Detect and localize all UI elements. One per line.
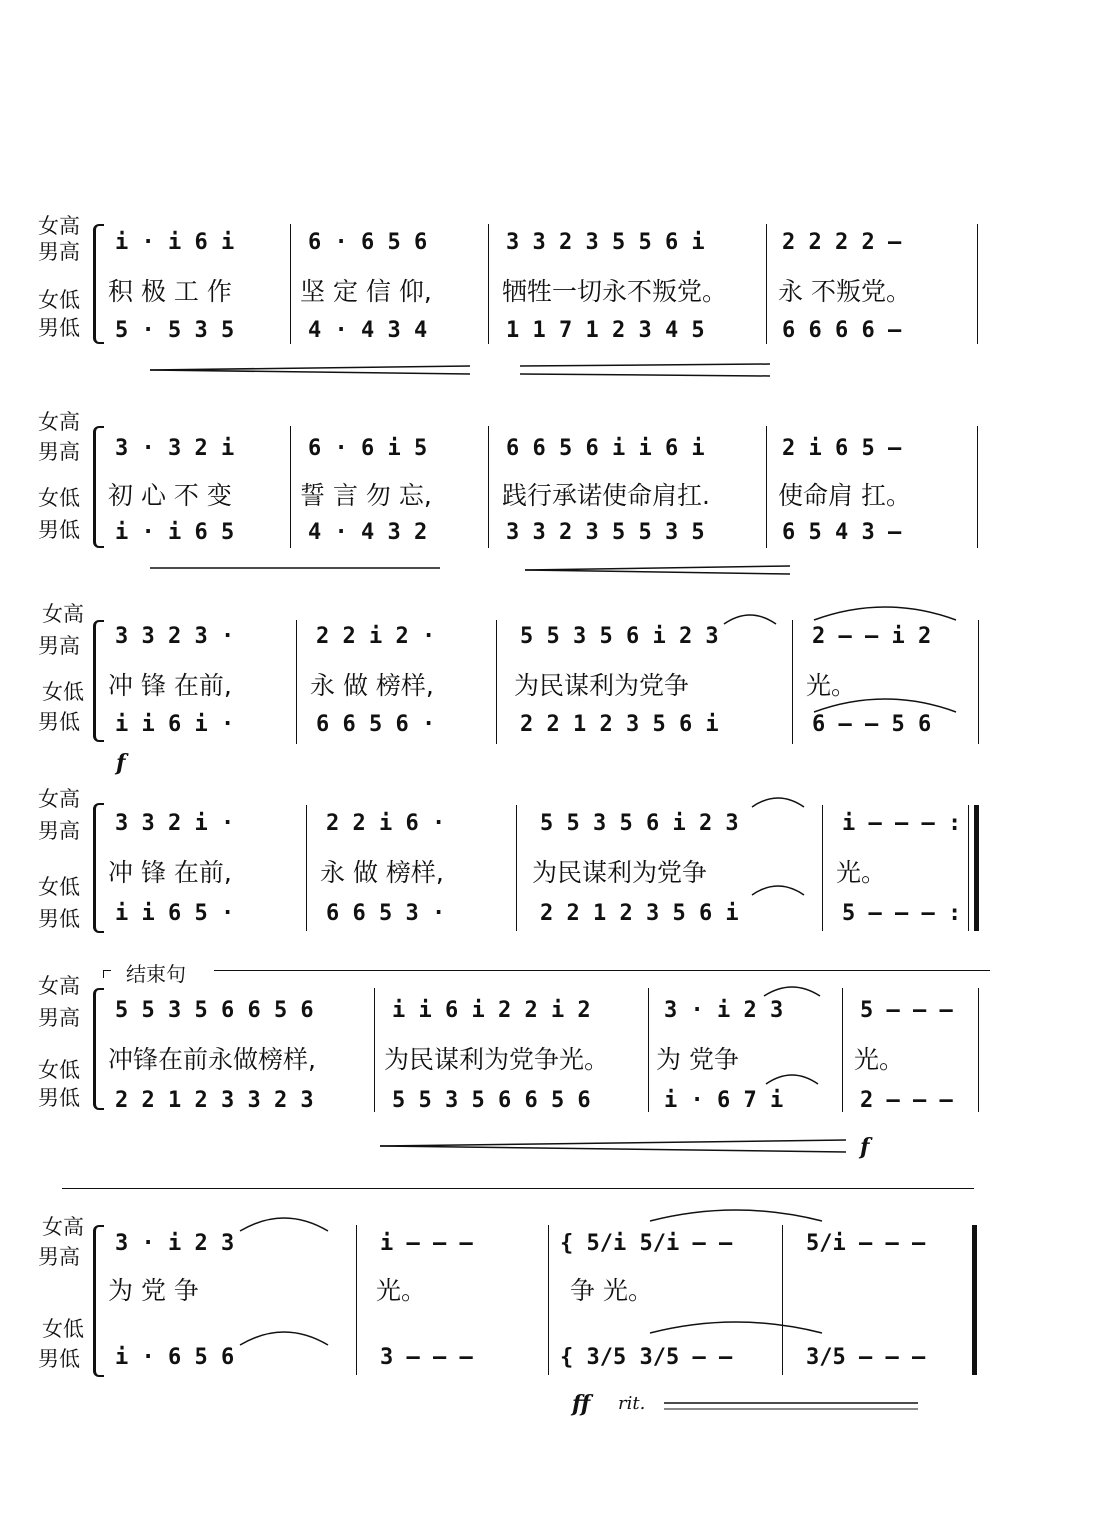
- lower-notes-row: [0, 520, 1100, 550]
- measure-notes: i · 6 5 6: [115, 1345, 235, 1370]
- measure-notes: 2 2 i 6 ·: [326, 811, 446, 836]
- voice-label-soprano: 女高: [38, 214, 80, 238]
- measure-notes: 5 – – –: [860, 998, 953, 1023]
- voice-label-alto: 女低: [38, 875, 80, 899]
- lower-notes-row: [0, 1345, 1100, 1375]
- ending-bracket-tick: [103, 970, 104, 978]
- voice-label-soprano: 女高: [38, 974, 80, 998]
- crescendo-hairpin: [150, 360, 780, 380]
- voice-label-tenor: 男高: [38, 634, 80, 658]
- measure-notes: 3 – – –: [380, 1345, 473, 1370]
- tie-arc: [720, 608, 780, 628]
- measure-lyrics: 永 做 榜样,: [320, 858, 444, 887]
- tie-arc: [748, 879, 808, 899]
- measure-notes: 4 · 4 3 4: [308, 318, 428, 343]
- measure-notes: 5 5 3 5 6 i 2 3: [520, 624, 719, 649]
- measure-notes: 6 6 6 6 –: [782, 318, 902, 343]
- measure-notes: 3 3 2 i ·: [115, 811, 235, 836]
- measure-notes: i · i 6 i: [115, 230, 235, 255]
- dynamic-fortissimo: ff: [572, 1391, 591, 1417]
- measure-notes: i i 6 5 ·: [115, 901, 235, 926]
- measure-lyrics: 光。: [376, 1276, 427, 1305]
- measure-notes: 6 5 4 3 –: [782, 520, 902, 545]
- measure-lyrics: 争 光。: [570, 1276, 653, 1305]
- measure-lyrics: 誓 言 勿 忘,: [300, 481, 432, 510]
- measure-lyrics: 冲锋在前永做榜样,: [108, 1045, 316, 1074]
- measure-notes: 2 2 2 2 –: [782, 230, 902, 255]
- measure-notes: 3 3 2 3 5 5 6 i: [506, 230, 705, 255]
- lower-notes-row: [0, 901, 1100, 931]
- lyrics-row: [0, 853, 1100, 887]
- measure-notes: 3 3 2 3 5 5 3 5: [506, 520, 705, 545]
- voice-label-tenor: 男高: [38, 440, 80, 464]
- lower-notes-row: [0, 712, 1100, 742]
- voice-label-soprano: 女高: [38, 410, 80, 434]
- measure-notes: i · i 6 5: [115, 520, 235, 545]
- voice-label-alto: 女低: [42, 1317, 84, 1341]
- lyrics-row: [0, 1040, 1100, 1074]
- tie-arc: [236, 1325, 332, 1349]
- measure-lyrics: 坚 定 信 仰,: [300, 277, 432, 306]
- measure-notes: 6 6 5 3 ·: [326, 901, 446, 926]
- measure-notes: 5/i – – –: [806, 1231, 926, 1256]
- upper-notes-row: [0, 1231, 1100, 1261]
- upper-notes-row: [0, 230, 1100, 260]
- tie-arc: [646, 1317, 826, 1337]
- measure-notes: 1 1 7 1 2 3 4 5: [506, 318, 705, 343]
- voice-label-alto: 女低: [38, 1058, 80, 1082]
- upper-notes-row: [0, 998, 1100, 1028]
- measure-lyrics: 使命肩 扛。: [778, 481, 911, 510]
- measure-notes: 2 i 6 5 –: [782, 436, 902, 461]
- measure-lyrics: 永 不叛党。: [778, 277, 911, 306]
- lower-notes-row: [0, 1088, 1100, 1118]
- measure-lyrics: 光。: [854, 1045, 905, 1074]
- measure-lyrics: 永 做 榜样,: [310, 671, 434, 700]
- measure-notes: i – – – :: [842, 811, 962, 836]
- voice-label-bass: 男低: [38, 1347, 80, 1371]
- measure-lyrics: 冲 锋 在前,: [108, 858, 232, 887]
- dynamic-forte: f: [116, 750, 126, 776]
- voice-label-bass: 男低: [38, 710, 80, 734]
- slur-arc: [810, 692, 960, 716]
- measure-notes: 3 · i 2 3: [115, 1231, 235, 1256]
- tie-arc: [646, 1205, 826, 1225]
- voice-label-bass: 男低: [38, 907, 80, 931]
- measure-notes: 6 · 6 i 5: [308, 436, 428, 461]
- crescendo-hairpin: [380, 1136, 850, 1156]
- measure-notes: i – – –: [380, 1231, 473, 1256]
- measure-lyrics: 光。: [836, 858, 887, 887]
- measure-lyrics: 牺牲一切永不叛党。: [502, 277, 728, 306]
- measure-notes: 6 6 5 6 i i 6 i: [506, 436, 705, 461]
- voice-label-tenor: 男高: [38, 240, 80, 264]
- voice-label-soprano: 女高: [38, 787, 80, 811]
- measure-notes: 3 · 3 2 i: [115, 436, 235, 461]
- voice-label-alto: 女低: [38, 486, 80, 510]
- rit-line: [664, 1395, 924, 1415]
- measure-notes: i i 6 i ·: [115, 712, 235, 737]
- tie-arc: [748, 791, 808, 811]
- measure-notes: 3/5 – – –: [806, 1345, 926, 1370]
- measure-lyrics: 践行承诺使命肩扛.: [502, 481, 710, 510]
- measure-notes: 5 5 3 5 6 6 5 6: [115, 998, 314, 1023]
- measure-notes: 5 5 3 5 6 i 2 3: [540, 811, 739, 836]
- measure-lyrics: 积 极 工 作: [108, 277, 232, 306]
- measure-notes: 3 3 2 3 ·: [115, 624, 235, 649]
- lyrics-row: [0, 476, 1100, 510]
- voice-label-bass: 男低: [38, 1086, 80, 1110]
- ending-label: 结束句: [126, 962, 186, 986]
- voice-label-tenor: 男高: [38, 1245, 80, 1269]
- section-divider: [62, 1188, 974, 1189]
- measure-lyrics: 初 心 不 变: [108, 481, 232, 510]
- slur-arc: [810, 600, 960, 624]
- measure-notes: 2 2 1 2 3 5 6 i: [520, 712, 719, 737]
- measure-lyrics: 为民谋利为党争: [532, 858, 708, 887]
- voice-label-soprano: 女高: [42, 602, 84, 626]
- measure-lyrics: 冲 锋 在前,: [108, 671, 232, 700]
- measure-notes: 2 2 1 2 3 5 6 i: [540, 901, 739, 926]
- measure-notes: i · 6 7 i: [664, 1088, 784, 1113]
- lower-notes-row: [0, 318, 1100, 348]
- voice-label-tenor: 男高: [38, 819, 80, 843]
- crescendo-hairpin: [150, 560, 800, 580]
- ending-bracket-line: [214, 970, 990, 971]
- tempo-mark-rit: rit.: [618, 1393, 646, 1414]
- measure-notes: 3 · i 2 3: [664, 998, 784, 1023]
- lyrics-row: [0, 1271, 1100, 1305]
- measure-lyrics: 为民谋利为党争光。: [384, 1045, 610, 1074]
- voice-label-tenor: 男高: [38, 1006, 80, 1030]
- measure-lyrics: 为 党 争: [108, 1276, 199, 1305]
- measure-lyrics: 为民谋利为党争: [514, 671, 690, 700]
- measure-lyrics: 为 党争: [656, 1045, 739, 1074]
- measure-lyrics: 光。: [806, 671, 857, 700]
- tie-arc: [236, 1211, 332, 1235]
- measure-notes: 6 6 5 6 ·: [316, 712, 436, 737]
- upper-notes-row: [0, 811, 1100, 841]
- voice-label-soprano: 女高: [42, 1215, 84, 1239]
- measure-notes: 5 · 5 3 5: [115, 318, 235, 343]
- measure-notes: 6 – – 5 6: [812, 712, 932, 737]
- ending-bracket-line: [103, 970, 111, 971]
- tie-arc: [762, 1068, 822, 1088]
- measure-notes: { 3/5 3/5 – –: [560, 1345, 733, 1370]
- lyrics-row: [0, 272, 1100, 306]
- upper-notes-row: [0, 436, 1100, 466]
- voice-label-alto: 女低: [38, 288, 80, 312]
- upper-notes-row: [0, 624, 1100, 654]
- voice-label-bass: 男低: [38, 518, 80, 542]
- measure-notes: 2 2 1 2 3 3 2 3: [115, 1088, 314, 1113]
- measure-notes: 6 · 6 5 6: [308, 230, 428, 255]
- measure-notes: 4 · 4 3 2: [308, 520, 428, 545]
- tie-arc: [760, 980, 824, 1000]
- measure-notes: 5 5 3 5 6 6 5 6: [392, 1088, 591, 1113]
- measure-notes: i i 6 i 2 2 i 2: [392, 998, 591, 1023]
- measure-notes: { 5/i 5/i – –: [560, 1231, 733, 1256]
- measure-notes: 5 – – – :: [842, 901, 962, 926]
- voice-label-bass: 男低: [38, 316, 80, 340]
- measure-notes: 2 – – –: [860, 1088, 953, 1113]
- measure-notes: 2 2 i 2 ·: [316, 624, 436, 649]
- dynamic-forte: f: [860, 1134, 870, 1160]
- measure-notes: 2 – – i 2: [812, 624, 932, 649]
- voice-label-alto: 女低: [42, 680, 84, 704]
